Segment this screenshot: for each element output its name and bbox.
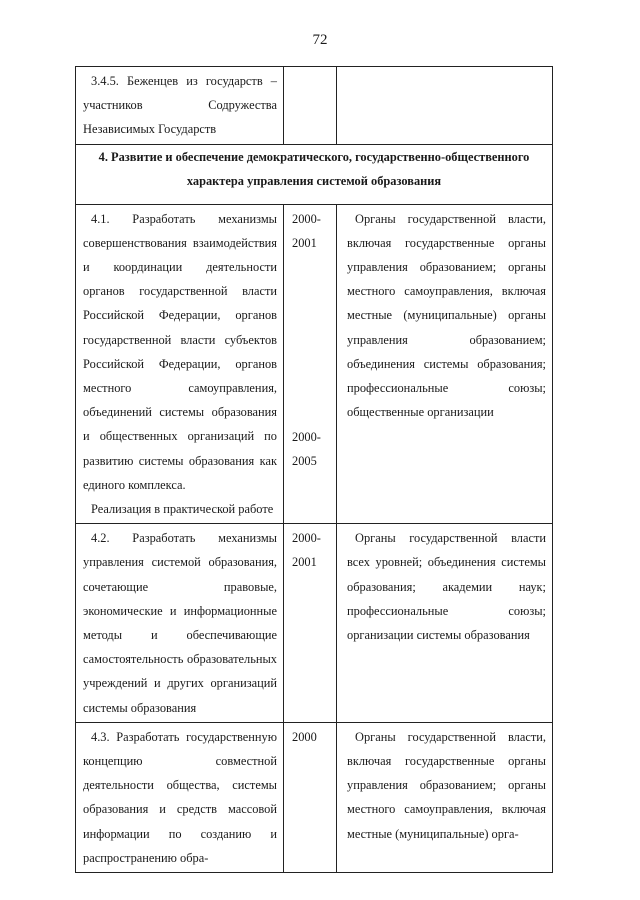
table-row — [76, 67, 553, 145]
years-cell — [284, 204, 337, 524]
years-cell — [284, 722, 337, 872]
page-number: 72 — [312, 32, 328, 48]
table-row — [76, 722, 553, 872]
table-row — [76, 524, 553, 723]
actors-cell — [337, 524, 553, 723]
years-cell — [284, 67, 337, 145]
actors-text: Органы государственной власти всех уровней; объединения системы образования; академии наук; профессиональные союзы; организации системы образования — [347, 531, 546, 643]
actors-cell — [337, 722, 553, 872]
task-text: 4.3. Разработать государственную концепцию совместной деятельности общества, системы образования и средств массовой информации по созданию и распространению обра- — [83, 729, 277, 865]
task-cell — [76, 722, 284, 872]
table-row — [76, 204, 553, 524]
subtask-years-text: 2000-2005 — [292, 429, 321, 468]
years-text: 2000 — [292, 729, 317, 744]
task-cell — [76, 204, 284, 524]
task-cell — [76, 67, 284, 145]
years-cell — [284, 524, 337, 723]
actors-text: Органы государственной власти, включая государственные органы управления образованием; органы местного самоуправления, включая местные (муниципальные) органы управления образованием; объединения системы образования; профессиональные союзы; общественные организации — [347, 211, 546, 420]
subtask-text: Реализация в практической работе — [91, 502, 274, 517]
task-text: 4.1. Разработать механизмы совершенствования взаимодействия и координации деятельности органов государственной власти Российской Федерации, органов государственной власти субъектов Российской Федерации, органов местного самоуправления, объединений системы образования и общественных организаций по развитию системы образования как единого комплекса. — [83, 211, 277, 492]
task-text: 3.4.5. Беженцев из государств – участников Содружества Независимых Государств — [83, 74, 277, 137]
actors-cell — [337, 67, 553, 145]
section-heading: 4. Развитие и обеспечение демократического, государственно-общественного характера управления системой образования — [76, 144, 553, 204]
task-text: 4.2. Разработать механизмы управления системой образования, сочетающие правовые, экономические и информационные методы и обеспечивающие самостоятельность образовательных учреждений и других организаций системы образования — [83, 531, 277, 715]
years-text: 2000-2001 — [292, 531, 321, 570]
section-heading-row — [76, 144, 553, 204]
task-cell — [76, 524, 284, 723]
actors-text: Органы государственной власти, включая государственные органы управления образованием; органы местного самоуправления, включая местные (муниципальные) орга- — [347, 729, 546, 841]
actors-cell — [337, 204, 553, 524]
years-text: 2000-2001 — [292, 211, 321, 250]
action-plan-table — [75, 66, 553, 873]
